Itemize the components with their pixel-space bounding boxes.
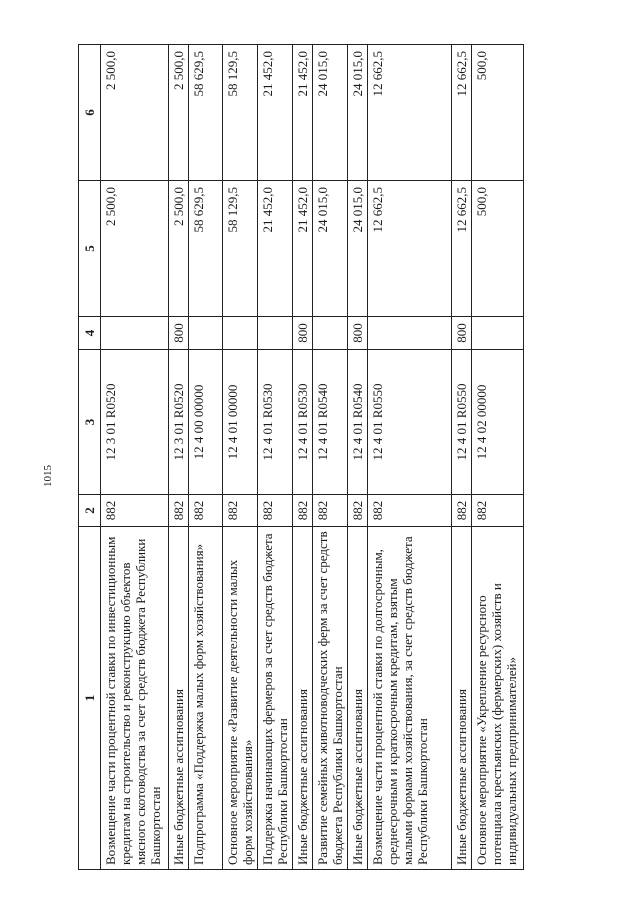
expense-type-code xyxy=(313,317,348,350)
expense-type-code: 800 xyxy=(452,317,472,350)
target-article-code: 12 4 01 00000 xyxy=(223,350,258,495)
expense-type-code xyxy=(368,317,452,350)
header-cell: 6 xyxy=(79,45,101,181)
amount-col6: 2 500,0 xyxy=(169,45,189,181)
expense-type-code xyxy=(223,317,258,350)
header-cell: 5 xyxy=(79,181,101,317)
header-cell: 2 xyxy=(79,495,101,527)
ministry-code: 882 xyxy=(293,495,313,527)
row-name: Иные бюджетные ассигнования xyxy=(169,527,189,870)
target-article-code: 12 3 01 R0520 xyxy=(169,350,189,495)
expense-type-code xyxy=(258,317,293,350)
row-name: Возмещение части процентной ставки по инвестиционным кредитам на строительство и реконструкцию объектов мясного скотоводства за счет средств бюджета Республики Башкортостан xyxy=(101,527,169,870)
target-article-code: 12 3 01 R0520 xyxy=(101,350,169,495)
row-name: Развитие семейных животноводческих ферм за счет средств бюджета Республики Башкортостан xyxy=(313,527,348,870)
amount-col6: 24 015,0 xyxy=(313,45,348,181)
target-article-code: 12 4 01 R0530 xyxy=(258,350,293,495)
amount-col5: 24 015,0 xyxy=(313,181,348,317)
amount-col6: 2 500,0 xyxy=(101,45,169,181)
amount-col6: 21 452,0 xyxy=(293,45,313,181)
amount-col5: 2 500,0 xyxy=(101,181,169,317)
ministry-code: 882 xyxy=(189,495,223,527)
rotated-table-container xyxy=(78,45,519,870)
ministry-code: 882 xyxy=(101,495,169,527)
row-name: Основное мероприятие «Развитие деятельности малых форм хозяйствования» xyxy=(223,527,258,870)
amount-col5: 24 015,0 xyxy=(348,181,368,317)
ministry-code: 882 xyxy=(368,495,452,527)
amount-col5: 12 662,5 xyxy=(368,181,452,317)
target-article-code: 12 4 00 00000 xyxy=(189,350,223,495)
row-name: Возмещение части процентной ставки по долгосрочным, среднесрочным и краткосрочным кредитам, взятым малыми формами хозяйствования, за счет средств бюджета Республики Башкортостан xyxy=(368,527,452,870)
table-row xyxy=(293,45,313,870)
expense-type-code xyxy=(189,317,223,350)
expense-type-code: 800 xyxy=(293,317,313,350)
target-article-code: 12 4 01 R0550 xyxy=(368,350,452,495)
page-number: 1015 xyxy=(42,465,54,487)
target-article-code: 12 4 01 R0550 xyxy=(452,350,472,495)
target-article-code: 12 4 01 R0530 xyxy=(293,350,313,495)
target-article-code: 12 4 02 00000 xyxy=(472,350,524,495)
table-row xyxy=(313,45,348,870)
amount-col5: 58 129,5 xyxy=(223,181,258,317)
ministry-code: 882 xyxy=(258,495,293,527)
row-name: Иные бюджетные ассигнования xyxy=(348,527,368,870)
table-row xyxy=(223,45,258,870)
target-article-code: 12 4 01 R0540 xyxy=(313,350,348,495)
table-row xyxy=(101,45,169,870)
amount-col5: 58 629,5 xyxy=(189,181,223,317)
ministry-code: 882 xyxy=(348,495,368,527)
ministry-code: 882 xyxy=(313,495,348,527)
amount-col5: 21 452,0 xyxy=(258,181,293,317)
amount-col5: 2 500,0 xyxy=(169,181,189,317)
amount-col6: 58 129,5 xyxy=(223,45,258,181)
amount-col6: 58 629,5 xyxy=(189,45,223,181)
table-row xyxy=(348,45,368,870)
expense-type-code: 800 xyxy=(169,317,189,350)
amount-col6: 24 015,0 xyxy=(348,45,368,181)
amount-col5: 21 452,0 xyxy=(293,181,313,317)
expense-type-code xyxy=(472,317,524,350)
expense-type-code xyxy=(101,317,169,350)
amount-col5: 12 662,5 xyxy=(452,181,472,317)
row-name: Основное мероприятие «Укрепление ресурсного потенциала крестьянских (фермерских) хозяйств и индивидуальных предпринимателей» xyxy=(472,527,524,870)
row-name: Подпрограмма «Поддержка малых форм хозяйствования» xyxy=(189,527,223,870)
row-name: Иные бюджетные ассигнования xyxy=(452,527,472,870)
row-name: Поддержка начинающих фермеров за счет средств бюджета Республики Башкортостан xyxy=(258,527,293,870)
table-row xyxy=(452,45,472,870)
table-row xyxy=(189,45,223,870)
row-name: Иные бюджетные ассигнования xyxy=(293,527,313,870)
amount-col6: 12 662,5 xyxy=(452,45,472,181)
table-row xyxy=(368,45,452,870)
ministry-code: 882 xyxy=(472,495,524,527)
expense-type-code: 800 xyxy=(348,317,368,350)
header-cell: 4 xyxy=(79,317,101,350)
amount-col6: 500,0 xyxy=(472,45,524,181)
amount-col6: 21 452,0 xyxy=(258,45,293,181)
ministry-code: 882 xyxy=(452,495,472,527)
ministry-code: 882 xyxy=(223,495,258,527)
table-row xyxy=(169,45,189,870)
table-row xyxy=(472,45,524,870)
ministry-code: 882 xyxy=(169,495,189,527)
budget-table xyxy=(78,44,524,870)
header-cell: 1 xyxy=(79,527,101,870)
target-article-code: 12 4 01 R0540 xyxy=(348,350,368,495)
amount-col6: 12 662,5 xyxy=(368,45,452,181)
amount-col5: 500,0 xyxy=(472,181,524,317)
table-row xyxy=(258,45,293,870)
header-cell: 3 xyxy=(79,350,101,495)
header-row xyxy=(79,45,101,870)
